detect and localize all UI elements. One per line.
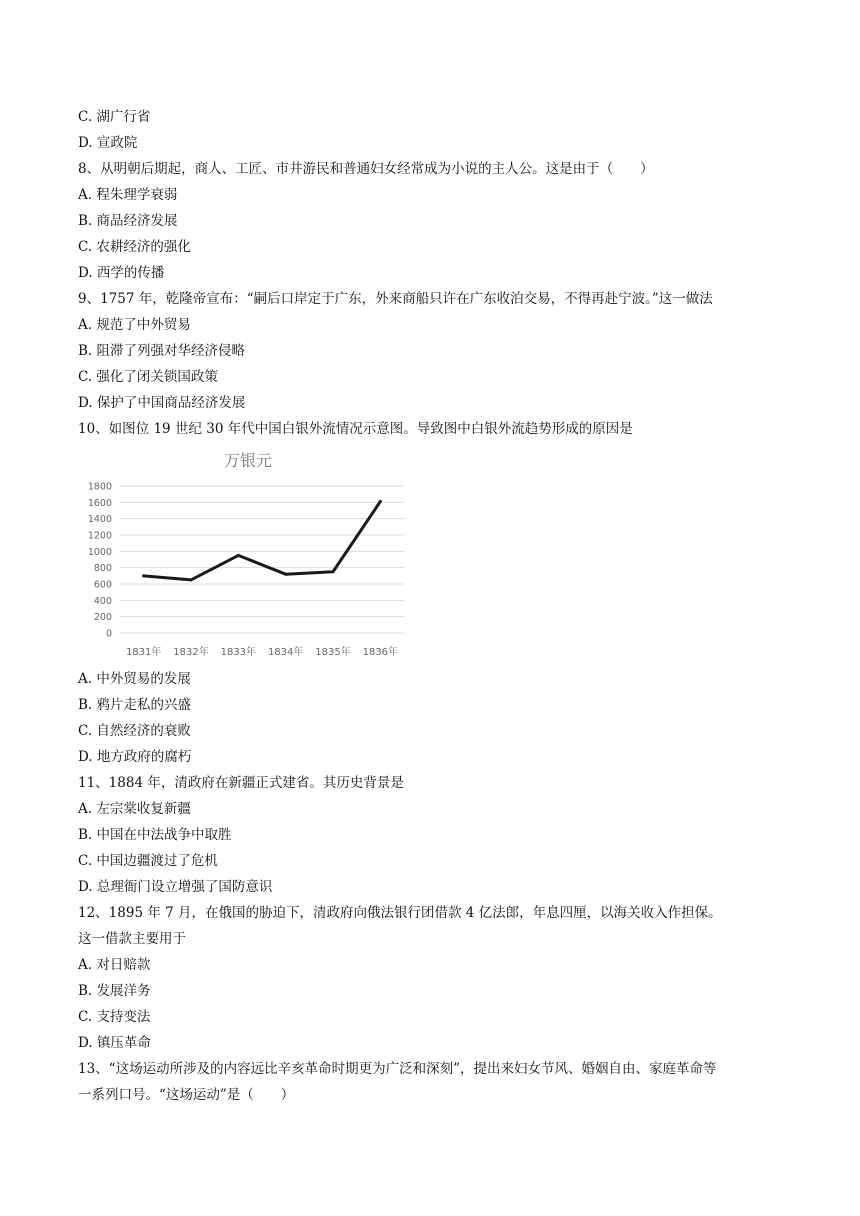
x-tick-label: 1833年 — [220, 647, 257, 658]
option-b-q9: B. 阻滞了列强对华经济侵略 — [78, 343, 246, 359]
silver-outflow-chart — [82, 444, 412, 666]
option-d-q7: D. 宣政院 — [78, 135, 138, 151]
x-tick-label: 1835年 — [315, 647, 351, 658]
y-tick-label: 1000 — [87, 546, 112, 558]
question-9: 9、1757 年，乾隆帝宣布：“嗣后口岸定于广东，外来商船只许在广东收泊交易，不得再赴宁波。”这一做法 — [78, 291, 713, 307]
x-tick-label: 1834年 — [267, 647, 304, 658]
y-tick-label: 1600 — [87, 497, 112, 509]
question-12-line-1: 12、1895 年 7 月，在俄国的胁迫下，清政府向俄法银行团借款 4 亿法郎，年息四厘，以海关收入作担保。 — [78, 905, 722, 921]
option-a-q9: A. 规范了中外贸易 — [78, 317, 191, 333]
y-tick-label: 400 — [93, 595, 112, 607]
option-a-q12: A. 对日赔款 — [78, 957, 151, 973]
question-13-line-2: 一系列口号。“这场运动”是（ ） — [78, 1087, 295, 1103]
data-point — [379, 500, 382, 503]
option-d-q12: D. 镇压革命 — [78, 1035, 151, 1051]
option-b-q10: B. 鸦片走私的兴盛 — [78, 697, 192, 713]
y-tick-label: 1800 — [87, 481, 112, 493]
option-b-q12: B. 发展洋务 — [78, 983, 151, 999]
question-12-line-2: 这一借款主要用于 — [78, 931, 186, 947]
data-point — [332, 570, 335, 573]
option-a-q8: A. 程朱理学衰弱 — [78, 187, 178, 203]
option-c-q12: C. 支持变法 — [78, 1009, 151, 1025]
y-tick-label: 200 — [93, 612, 112, 624]
option-d-q10: D. 地方政府的腐朽 — [78, 749, 192, 765]
data-point — [284, 573, 287, 576]
y-tick-label: 800 — [93, 563, 112, 575]
x-tick-label: 1832年 — [173, 647, 209, 658]
option-b-q8: B. 商品经济发展 — [78, 213, 178, 229]
option-c-q9: C. 强化了闭关锁国政策 — [78, 369, 218, 385]
option-a-q10: A. 中外贸易的发展 — [78, 671, 191, 687]
y-tick-label: 1200 — [87, 530, 112, 542]
option-d-q8: D. 西学的传播 — [78, 265, 165, 281]
line-chart — [82, 444, 412, 666]
option-c-q11: C. 中国边疆渡过了危机 — [78, 853, 218, 869]
chart-title: 万银元 — [223, 451, 273, 470]
y-tick-label: 600 — [93, 579, 112, 591]
option-d-q9: D. 保护了中国商品经济发展 — [78, 395, 246, 411]
option-c-q8: C. 农耕经济的强化 — [78, 239, 191, 255]
option-d-q11: D. 总理衙门设立增强了国防意识 — [78, 879, 273, 895]
y-tick-label: 0 — [105, 628, 112, 640]
question-11: 11、1884 年，清政府在新疆正式建省。其历史背景是 — [78, 775, 404, 791]
x-tick-label: 1831年 — [125, 647, 162, 658]
question-13-line-1: 13、“这场运动所涉及的内容远比辛亥革命时期更为广泛和深刻”，提出来妇女节风、婚姻自由、家庭革命等 — [78, 1061, 717, 1077]
data-point — [142, 574, 145, 577]
option-c-q10: C. 自然经济的衰败 — [78, 723, 191, 739]
question-10: 10、如图位 19 世纪 30 年代中国白银外流情况示意图。导致图中白银外流趋势形成的原因是 — [78, 421, 633, 437]
question-8: 8、从明朝后期起，商人、工匠、市井游民和普通妇女经常成为小说的主人公。这是由于（ ） — [78, 161, 654, 177]
data-point — [190, 578, 193, 581]
x-tick-label: 1836年 — [362, 647, 399, 658]
option-a-q11: A. 左宗棠收复新疆 — [78, 801, 191, 817]
option-b-q11: B. 中国在中法战争中取胜 — [78, 827, 232, 843]
y-tick-label: 1400 — [87, 514, 112, 526]
data-point — [237, 554, 240, 557]
option-c-q7: C. 湖广行省 — [78, 109, 151, 125]
